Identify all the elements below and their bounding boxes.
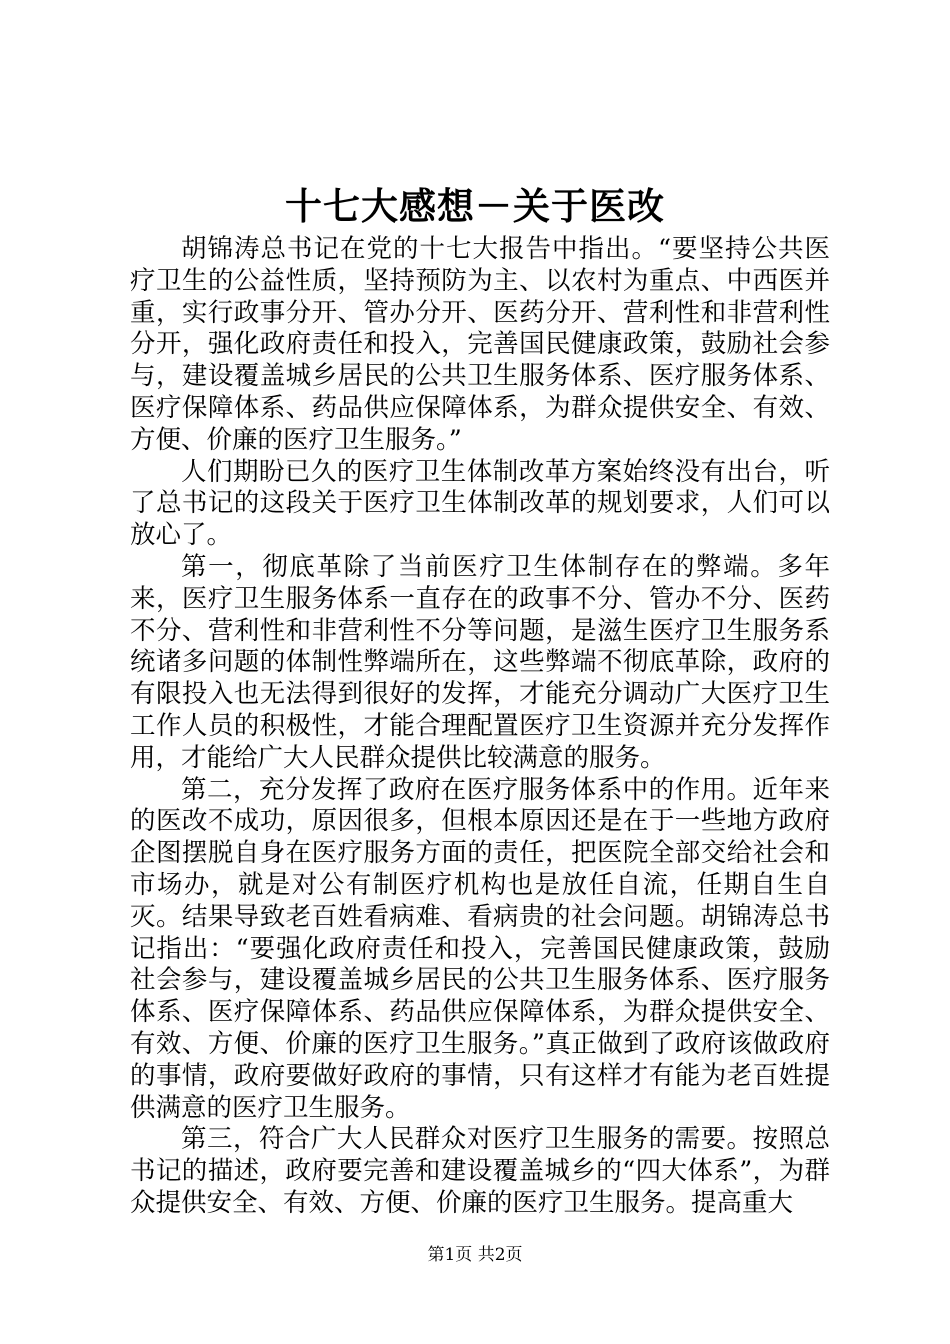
paragraph-5: 第三，符合广大人民群众对医疗卫生服务的需要。按照总书记的描述，政府要完善和建设覆盖城乡的“四大体系”，为群众提供安全、有效、方便、价廉的医疗卫生服务。提高重大: [130, 1124, 830, 1218]
paragraph-3: 第一，彻底革除了当前医疗卫生体制存在的弊端。多年来，医疗卫生服务体系一直存在的政事不分、管办不分、医药不分、营利性和非营利性不分等问题，是滋生医疗卫生服务系统诸多问题的体制性弊端所在，这些弊端不彻底革除，政府的有限投入也无法得到很好的发挥，才能充分调动广大医疗卫生工作人员的积极性，才能合理配置医疗卫生资源并充分发挥作用，才能给广大人民群众提供比较满意的服务。: [130, 551, 830, 773]
paragraph-1: 胡锦涛总书记在党的十七大报告中指出。“要坚持公共医疗卫生的公益性质，坚持预防为主、以农村为重点、中西医并重，实行政事分开、管办分开、医药分开、营利性和非营利性分开，强化政府责任和投入，完善国民健康政策，鼓励社会参与，建设覆盖城乡居民的公共卫生服务体系、医疗服务体系、医疗保障体系、药品供应保障体系，为群众提供安全、有效、方便、价廉的医疗卫生服务。”: [130, 234, 830, 455]
document-title: 十七大感想－关于医改: [285, 184, 665, 228]
page-number-footer: 第1页 共2页: [427, 1245, 523, 1265]
document-body: [130, 234, 830, 1220]
paragraph-2: 人们期盼已久的医疗卫生体制改革方案始终没有出台，听了总书记的这段关于医疗卫生体制改革的规划要求，人们可以放心了。: [130, 456, 830, 551]
paragraph-4: 第二，充分发挥了政府在医疗服务体系中的作用。近年来的医改不成功，原因很多，但根本原因还是在于一些地方政府企图摆脱自身在医疗服务方面的责任，把医院全部交给社会和市场办，就是对公有制医疗机构也是放任自流，任期自生自灭。结果导致老百姓看病难、看病贵的社会问题。胡锦涛总书记指出：“要强化政府责任和投入，完善国民健康政策，鼓励社会参与，建设覆盖城乡居民的公共卫生服务体系、医疗服务体系、医疗保障体系、药品供应保障体系，为群众提供安全、有效、方便、价廉的医疗卫生服务。”真正做到了政府该做政府的事情，政府要做好政府的事情，只有这样才有能为老百姓提供满意的医疗卫生服务。: [130, 774, 830, 1123]
